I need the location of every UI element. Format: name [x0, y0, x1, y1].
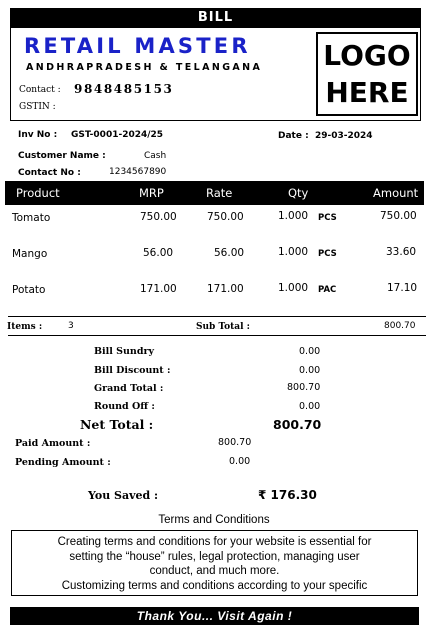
- row-product: Tomato: [12, 212, 51, 224]
- col-amount: Amount: [373, 186, 419, 200]
- row-qty: 1.000: [278, 246, 309, 258]
- paid-amount-value: 800.70: [218, 437, 252, 448]
- logo-line-2: HERE: [325, 76, 409, 109]
- customer-name-label: Customer Name :: [18, 151, 106, 161]
- date-value: 29-03-2024: [315, 131, 373, 141]
- store-subtitle: ANDHRAPRADESH & TELANGANA: [26, 62, 263, 73]
- contact-value: 9848485153: [74, 82, 174, 96]
- grand-total-label: Grand Total :: [94, 383, 164, 394]
- gstin-label: GSTIN :: [19, 102, 56, 112]
- inv-no-value: GST-0001-2024/25: [71, 130, 164, 140]
- items-value: 3: [68, 321, 74, 331]
- contact-no-value: 1234567890: [109, 167, 167, 177]
- net-total-value: 800.70: [273, 417, 322, 432]
- col-product: Product: [16, 186, 60, 200]
- row-unit: PAC: [318, 285, 337, 295]
- row-unit: PCS: [318, 213, 337, 223]
- you-saved-value: ₹ 176.30: [258, 488, 317, 502]
- bill-sundry-value: 0.00: [299, 346, 321, 357]
- bill-discount-label: Bill Discount :: [94, 365, 171, 376]
- grand-total-value: 800.70: [287, 382, 321, 393]
- thank-you-banner: Thank You... Visit Again !: [10, 607, 419, 625]
- divider: [8, 316, 426, 317]
- contact-no-label: Contact No :: [18, 168, 81, 178]
- bill-discount-value: 0.00: [299, 365, 321, 376]
- logo-placeholder: [316, 32, 418, 116]
- sub-total-value: 800.70: [384, 321, 416, 331]
- inv-no-label: Inv No :: [18, 130, 58, 140]
- row-product: Mango: [12, 248, 48, 260]
- date-label: Date :: [278, 131, 309, 141]
- row-amount: 750.00: [380, 210, 417, 222]
- bill-title: BILL: [10, 8, 421, 28]
- row-amount: 17.10: [387, 282, 418, 294]
- row-mrp: 750.00: [140, 211, 177, 223]
- table-header: [5, 181, 424, 205]
- contact-label: Contact :: [19, 85, 61, 95]
- net-total-label: Net Total :: [80, 417, 154, 432]
- divider: [8, 335, 426, 336]
- terms-line: Customizing terms and conditions according to your specific: [61, 579, 368, 592]
- table-row: [0, 282, 428, 302]
- terms-line: setting the “house” rules, legal protection, managing user: [69, 550, 360, 563]
- row-rate: 56.00: [214, 247, 245, 259]
- row-unit: PCS: [318, 249, 337, 259]
- you-saved-label: You Saved :: [88, 489, 159, 502]
- bill-sundry-label: Bill Sundry: [94, 346, 155, 357]
- table-row: [0, 246, 428, 266]
- store-name: RETAIL MASTER: [24, 34, 251, 58]
- sub-total-label: Sub Total :: [196, 322, 250, 332]
- table-row: [0, 210, 428, 230]
- round-off-label: Round Off :: [94, 401, 155, 412]
- round-off-value: 0.00: [299, 401, 321, 412]
- terms-line: Creating terms and conditions for your website is essential for: [57, 536, 372, 548]
- col-qty: Qty: [288, 186, 309, 200]
- pending-amount-label: Pending Amount :: [15, 457, 111, 468]
- row-qty: 1.000: [278, 210, 309, 222]
- pending-amount-value: 0.00: [229, 456, 251, 467]
- row-mrp: 171.00: [140, 283, 177, 295]
- terms-box: [11, 530, 418, 596]
- row-rate: 750.00: [207, 211, 244, 223]
- terms-line: conduct, and much more.: [149, 565, 280, 577]
- customer-name-value: Cash: [144, 151, 167, 161]
- row-amount: 33.60: [386, 246, 417, 258]
- terms-title: Terms and Conditions: [158, 514, 270, 526]
- row-product: Potato: [12, 284, 46, 296]
- logo-line-1: LOGO: [323, 39, 411, 72]
- paid-amount-label: Paid Amount :: [15, 438, 91, 449]
- col-mrp: MRP: [139, 186, 164, 200]
- row-rate: 171.00: [207, 283, 244, 295]
- row-qty: 1.000: [278, 282, 309, 294]
- items-label: Items :: [7, 322, 43, 332]
- row-mrp: 56.00: [143, 247, 174, 259]
- col-rate: Rate: [206, 186, 233, 200]
